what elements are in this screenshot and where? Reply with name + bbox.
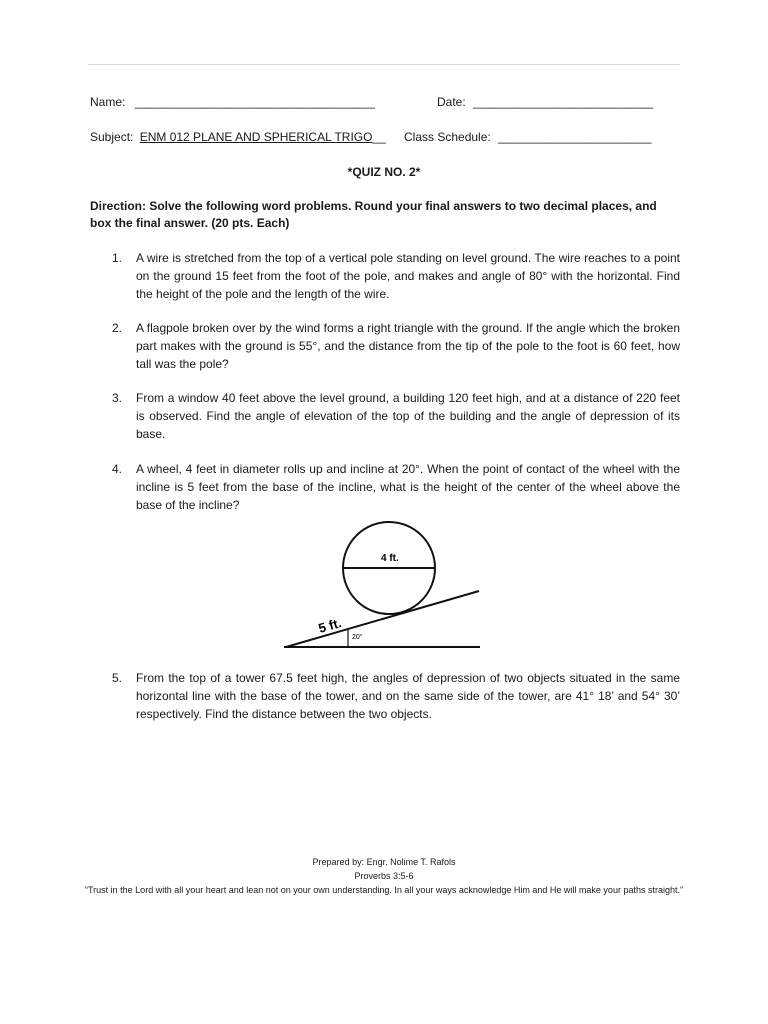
quiz-title: *QUIZ NO. 2*	[347, 165, 421, 179]
question-number: 3.	[112, 391, 123, 405]
bible-reference: Proverbs 3:5-6	[354, 871, 414, 881]
schedule-blank: _______________________	[498, 130, 652, 144]
distance-label: 5 ft.	[316, 615, 344, 636]
incline-line	[286, 591, 479, 647]
question-2	[112, 319, 680, 373]
date-label: Date:	[437, 95, 466, 109]
bible-quote: “Trust in the Lord with all your heart and lean not on your own understanding. In all your ways acknowledge Him and He will make your paths straight.”	[85, 885, 683, 895]
question-number: 1.	[112, 251, 123, 265]
question-number: 2.	[112, 321, 123, 335]
question-5	[112, 669, 680, 723]
name-line	[90, 95, 375, 109]
question-number: 5.	[112, 671, 123, 685]
name-label: Name:	[90, 95, 126, 109]
subject-line	[90, 130, 386, 144]
header-rule	[88, 64, 680, 65]
subject-trail: __	[372, 130, 386, 144]
question-text: A wheel, 4 feet in diameter rolls up and incline at 20°. When the point of contact of the wheel with the incline is 5 feet from the base of the incline, what is the height of the center of the wheel above the base of the incline?	[136, 462, 680, 512]
date-line	[437, 95, 653, 109]
date-blank: ___________________________	[473, 95, 654, 109]
subject-value: ENM 012 PLANE AND SPHERICAL TRIGO	[139, 130, 373, 144]
angle-label: 20°	[352, 634, 363, 641]
prepared-by: Prepared by: Engr. Nolime T. Rafols	[312, 857, 456, 867]
name-blank: ____________________________________	[134, 95, 375, 109]
question-text: A flagpole broken over by the wind forms a right triangle with the ground. If the angle which the broken part makes with the ground is 55°, and the distance from the tip of the pole to the foot is 60 feet, how tall was the pole?	[136, 321, 680, 371]
direction-text: Direction: Solve the following word problems. Round your final answers to two decimal places, and box the final answer. (20 pts. Each)	[90, 199, 657, 230]
question-1	[112, 249, 680, 303]
subject-label: Subject:	[90, 130, 134, 144]
question-text: A wire is stretched from the top of a vertical pole standing on level ground. The wire reaches to a point on the ground 15 feet from the foot of the pole, and makes and angle of 80° with the horizontal. Find the height of the pole and the length of the wire.	[136, 251, 680, 301]
wheel-incline-figure	[274, 519, 484, 651]
schedule-label: Class Schedule:	[404, 130, 491, 144]
question-text: From a window 40 feet above the level ground, a building 120 feet high, and at a distance of 220 feet is observed. Find the angle of elevation of the top of the building and the angle of depression of its base.	[136, 391, 680, 441]
question-4	[112, 460, 680, 514]
footer	[0, 855, 768, 897]
question-3	[112, 389, 680, 443]
schedule-line	[404, 130, 652, 144]
diameter-label: 4 ft.	[381, 553, 399, 564]
question-text: From the top of a tower 67.5 feet high, the angles of depression of two objects situated in the same horizontal line with the base of the tower, and on the same side of the tower, are 41° 18’ and 54° 30’ respectively. Find the distance between the two objects.	[136, 671, 680, 721]
question-number: 4.	[112, 462, 123, 476]
